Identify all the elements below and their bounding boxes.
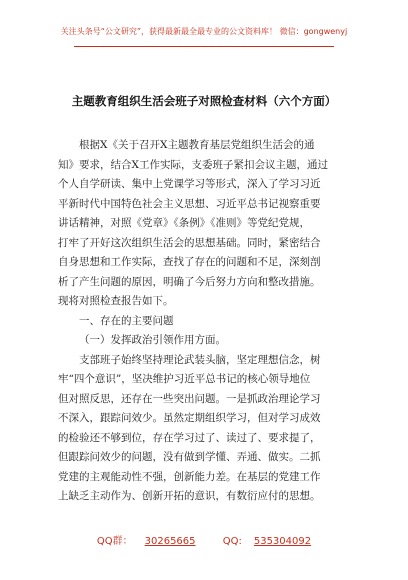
header-divider [74,46,334,47]
body-line: 但跟踪问效少的问题，没有做到学懂、弄通、做实。二抓 [58,451,321,463]
body-line: 的检验还不够到位，存在学习过了、读过了、要求提了， [58,431,321,444]
footer-contact [0,532,408,547]
subsection-heading: （一）发挥政治引领作用方面。 [79,334,226,346]
body-line: 打牢了开好这次组织生活会的思想基础。同时，紧密结合 [58,236,321,249]
qq-group-number[interactable]: 30265665 [144,536,196,547]
body-line: 支部班子始终坚持理论武装头脑，坚定理想信念，树 [79,353,321,366]
qq-group-contact [91,536,202,547]
body-line: 个人自学研读、集中上党课学习等形式，深入了学习习近 [58,178,321,190]
body-line: 党建的主观能动性不强，创新能力差。在基层的党建工作 [58,470,321,483]
body-line: 析了产生问题的原因，明确了今后努力方向和整改措施。 [58,275,321,288]
body-line: 但对照反思，还存在一些突出问题。一是抓政治理论学习 [58,392,321,405]
body-line: 不深入，跟踪问效少。虽然定期组织学习，但对学习成效 [58,412,321,424]
body-line: 牢“四个意识”，坚决维护习近平总书记的核心领导地位 [58,373,311,385]
qq-contact [217,536,317,547]
body-line: 讲话精神，对照《党章》《条例》《准则》等党纪党规， [58,217,310,229]
body-line: 根据X《关于召开X主题教育基层党组织生活会的通 [79,139,315,151]
document-title: 主题教育组织生活会班子对照检查材料（六个方面） [71,94,337,108]
section-heading: 一、存在的主要问题 [79,314,174,327]
body-line: 上缺乏主动作为、创新开拓的意识，有数衍应付的思想。 [58,490,321,502]
document-body [58,136,358,507]
qq-label: QQ: [222,536,242,547]
body-line: 现将对照检查报告如下。 [58,295,174,307]
body-line: 知》要求，结合X工作实际，支委班子紧扣会议主题，通过 [58,158,328,171]
qq-group-label: QQ群： [96,536,133,547]
qq-number[interactable]: 535304092 [253,536,312,547]
body-line: 平新时代中国特色社会主义思想、习近平总书记视察重要 [58,197,321,210]
body-line: 自身思想和工作实际，查找了存在的问题和不足，深刻剖 [58,256,321,268]
header-banner: 关注头条号“公文研究”，获得最新最全最专业的公文资料库！ 微信：gongwenyj [60,27,348,36]
